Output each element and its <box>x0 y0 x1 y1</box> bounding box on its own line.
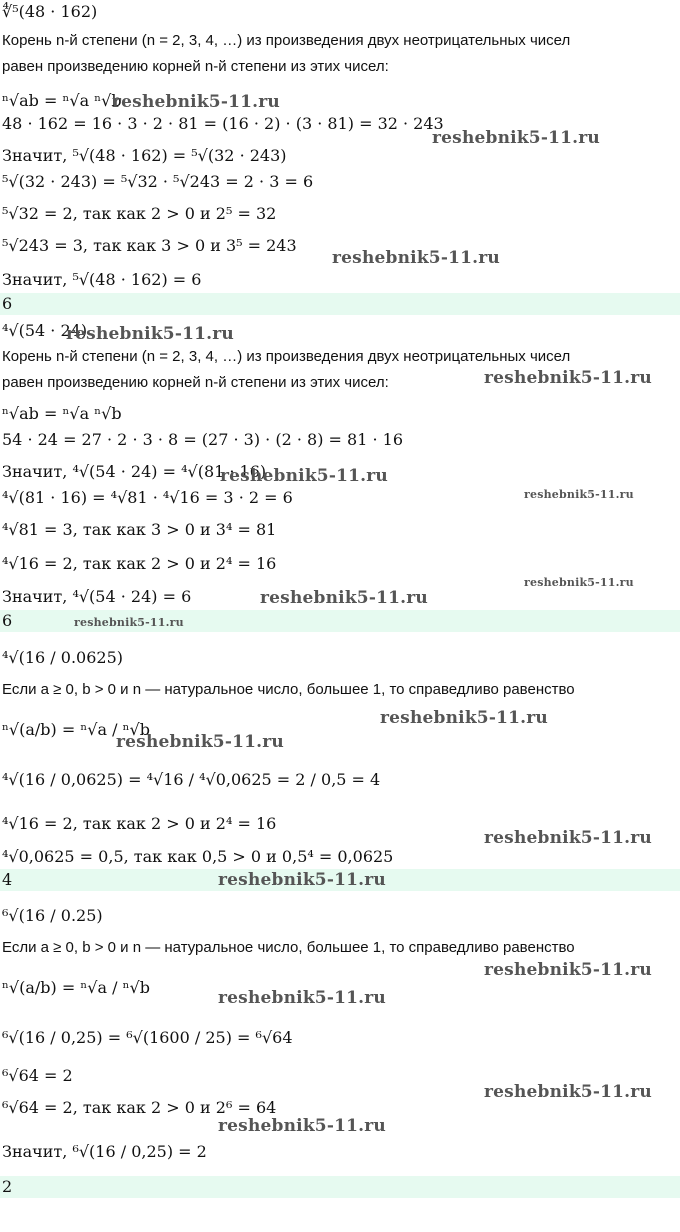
task1-line-5: ⁵√243 = 3, так как 3 > 0 и 3⁵ = 243 <box>2 236 297 255</box>
task2-line-3: ⁴√(81 · 16) = ⁴√81 · ⁴√16 = 3 · 2 = 6 <box>2 488 293 507</box>
watermark-14: reshebnik5-11.ru <box>218 870 386 890</box>
task2-rule-line2: равен произведению корней n-й степени из этих чисел: <box>2 374 389 391</box>
watermark-10: reshebnik5-11.ru <box>74 616 184 629</box>
watermark-15: reshebnik5-11.ru <box>484 960 652 980</box>
watermark-5: reshebnik5-11.ru <box>484 368 652 388</box>
task1-rule-line2: равен произведению корней n-й степени из этих чисел: <box>2 58 389 75</box>
watermark-13: reshebnik5-11.ru <box>484 828 652 848</box>
task4-line-3: ⁶√64 = 2, так как 2 > 0 и 2⁶ = 64 <box>2 1098 277 1117</box>
task2-line-6: Значит, ⁴√(54 · 24) = 6 <box>2 587 192 606</box>
task3-answer: 4 <box>0 869 680 891</box>
watermark-6: reshebnik5-11.ru <box>220 466 388 486</box>
task2-line-4: ⁴√81 = 3, так как 3 > 0 и 3⁴ = 81 <box>2 520 277 539</box>
task1-line-1: 48 · 162 = 16 · 3 · 2 · 81 = (16 · 2) · (3 · 81) = 32 · 243 <box>2 114 444 133</box>
watermark-16: reshebnik5-11.ru <box>218 988 386 1008</box>
watermark-7: reshebnik5-11.ru <box>524 488 634 501</box>
watermark-8: reshebnik5-11.ru <box>524 576 634 589</box>
watermark-4: reshebnik5-11.ru <box>66 324 234 344</box>
task3-line-2: ⁴√16 = 2, так как 2 > 0 и 2⁴ = 16 <box>2 814 277 833</box>
task1-problem: ∜⁵(48 · 162) <box>2 2 98 21</box>
task2-problem: ⁴√(54 · 24) <box>2 321 88 340</box>
task2-formula: ⁿ√ab = ⁿ√a ⁿ√b <box>2 404 122 423</box>
watermark-12: reshebnik5-11.ru <box>116 732 284 752</box>
task3-rule: Если a ≥ 0, b > 0 и n — натуральное число, большее 1, то справедливо равенство <box>2 681 575 698</box>
task4-line-2: ⁶√64 = 2 <box>2 1066 73 1085</box>
task3-line-3: ⁴√0,0625 = 0,5, так как 0,5 > 0 и 0,5⁴ = 0,0625 <box>2 847 394 866</box>
watermark-3: reshebnik5-11.ru <box>332 248 500 268</box>
watermark-11: reshebnik5-11.ru <box>380 708 548 728</box>
task1-rule-line1: Корень n-й степени (n = 2, 3, 4, …) из произведения двух неотрицательных чисел <box>2 32 571 49</box>
task1-answer: 6 <box>0 293 680 315</box>
task1-line-6: Значит, ⁵√(48 · 162) = 6 <box>2 270 202 289</box>
task3-problem: ⁴√(16 / 0.0625) <box>2 648 123 667</box>
task2-rule-line1: Корень n-й степени (n = 2, 3, 4, …) из произведения двух неотрицательных чисел <box>2 348 571 365</box>
task4-line-1: ⁶√(16 / 0,25) = ⁶√(1600 / 25) = ⁶√64 <box>2 1028 293 1047</box>
watermark-2: reshebnik5-11.ru <box>432 128 600 148</box>
task3-formula: ⁿ√(a/b) = ⁿ√a / ⁿ√b <box>2 720 150 739</box>
task2-line-5: ⁴√16 = 2, так как 2 > 0 и 2⁴ = 16 <box>2 554 277 573</box>
task1-line-2: Значит, ⁵√(48 · 162) = ⁵√(32 · 243) <box>2 146 287 165</box>
task1-line-3: ⁵√(32 · 243) = ⁵√32 · ⁵√243 = 2 · 3 = 6 <box>2 172 314 191</box>
task4-answer: 2 <box>0 1176 680 1198</box>
task2-line-1: 54 · 24 = 27 · 2 · 3 · 8 = (27 · 3) · (2 · 8) = 81 · 16 <box>2 430 403 449</box>
task4-rule: Если a ≥ 0, b > 0 и n — натуральное число, большее 1, то справедливо равенство <box>2 939 575 956</box>
watermark-18: reshebnik5-11.ru <box>218 1116 386 1136</box>
task2-line-2: Значит, ⁴√(54 · 24) = ⁴√(81 · 16) <box>2 462 267 481</box>
watermark-17: reshebnik5-11.ru <box>484 1082 652 1102</box>
watermark-9: reshebnik5-11.ru <box>260 588 428 608</box>
task4-formula: ⁿ√(a/b) = ⁿ√a / ⁿ√b <box>2 978 150 997</box>
task1-formula: ⁿ√ab = ⁿ√a ⁿ√b <box>2 91 122 110</box>
task2-answer: 6 <box>0 610 680 632</box>
task4-line-4: Значит, ⁶√(16 / 0,25) = 2 <box>2 1142 207 1161</box>
task3-line-1: ⁴√(16 / 0,0625) = ⁴√16 / ⁴√0,0625 = 2 / 0,5 = 4 <box>2 770 381 789</box>
watermark-1: reshebnik5-11.ru <box>112 92 280 112</box>
task4-problem: ⁶√(16 / 0.25) <box>2 906 103 925</box>
task1-line-4: ⁵√32 = 2, так как 2 > 0 и 2⁵ = 32 <box>2 204 277 223</box>
